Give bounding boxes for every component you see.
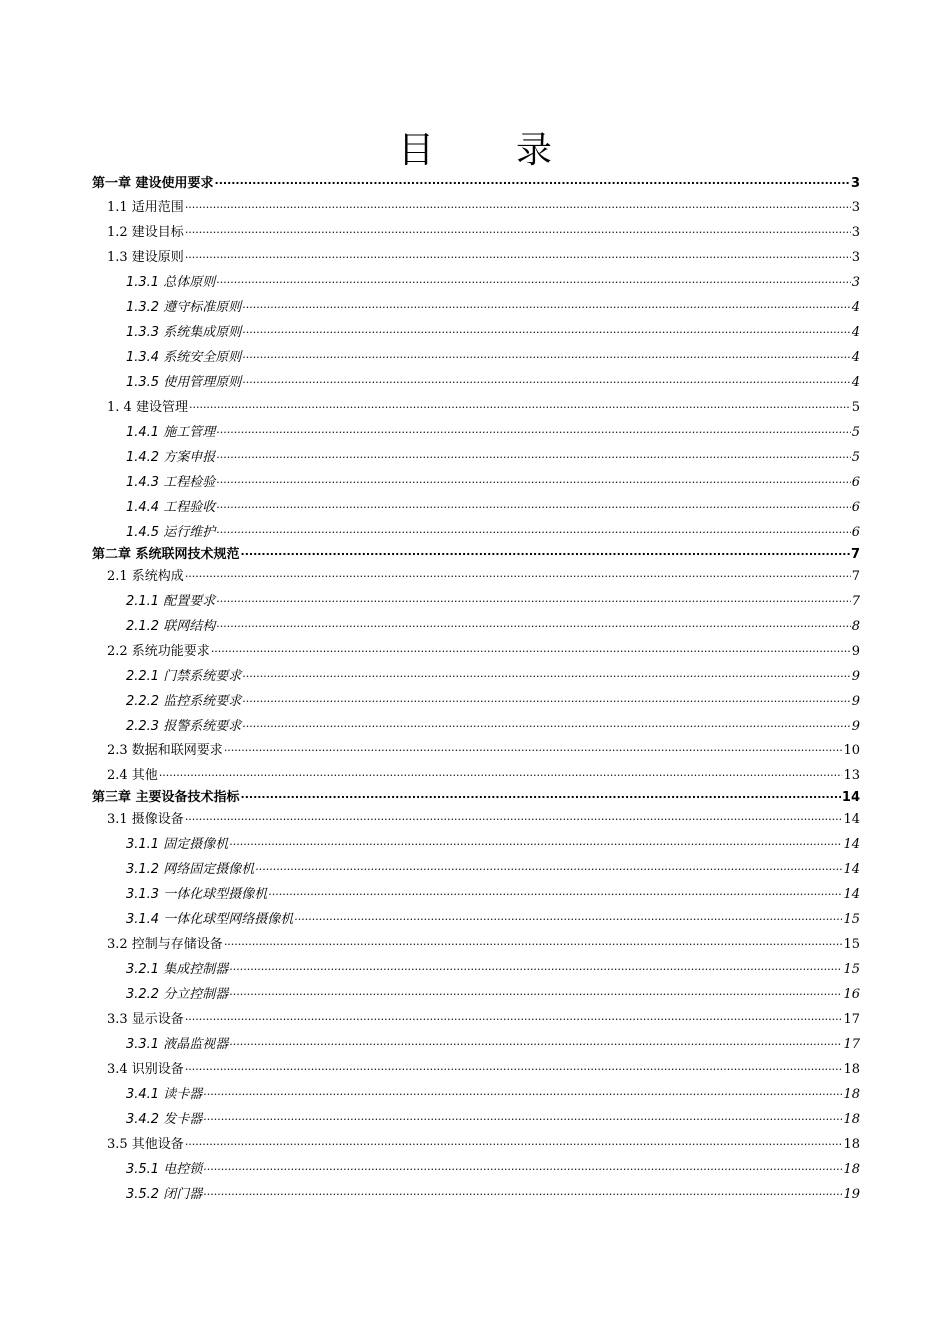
toc-entry[interactable]	[126, 590, 860, 612]
toc-entry[interactable]	[92, 172, 860, 194]
toc-entry-label	[126, 858, 254, 877]
toc-entry[interactable]	[126, 296, 860, 318]
toc-entry[interactable]	[126, 271, 860, 293]
dot-leader	[229, 960, 842, 973]
toc-entry-label	[126, 271, 215, 290]
toc-entry-page-number: 14	[843, 837, 860, 852]
toc-entry-page-number: 18	[843, 1112, 860, 1127]
toc-entry-text: 1.3 建设原则	[107, 250, 184, 265]
toc-entry[interactable]	[126, 615, 860, 637]
toc-entry-page-number: 8	[851, 619, 860, 634]
toc-entry-label	[126, 496, 215, 515]
toc-entry-page-number: 18	[843, 1062, 860, 1077]
toc-entry-number: 3.3.1	[126, 1037, 160, 1052]
toc-entry-number: 1.3.5	[126, 375, 160, 390]
toc-entry-text: 一体化球型摄像机	[163, 887, 268, 902]
dot-leader	[185, 223, 851, 236]
toc-entry[interactable]	[126, 496, 860, 518]
toc-entry-text: 1.2 建设目标	[107, 225, 184, 240]
toc-entry-label	[126, 665, 241, 684]
toc-entry-text: 使用管理原则	[163, 375, 242, 390]
dot-leader	[185, 810, 843, 823]
dot-leader	[216, 498, 850, 511]
toc-entry-text: 3.1 摄像设备	[107, 812, 184, 827]
toc-entry-page-number: 7	[851, 594, 860, 609]
toc-entry[interactable]	[126, 346, 860, 368]
toc-entry-label	[126, 590, 215, 609]
toc-entry[interactable]	[126, 446, 860, 468]
toc-entry-number: 1.4.5	[126, 525, 160, 540]
toc-entry[interactable]	[126, 690, 860, 712]
toc-entry-label	[107, 1008, 184, 1027]
toc-entry-text: 2.2 系统功能要求	[107, 644, 210, 659]
dot-leader	[216, 473, 850, 486]
dot-leader	[216, 523, 850, 536]
toc-entry-text: 2.3 数据和联网要求	[107, 743, 223, 758]
toc-entry-number: 3.2.2	[126, 987, 160, 1002]
toc-entry-page-number: 3	[851, 225, 860, 240]
toc-entry-label	[107, 1058, 184, 1077]
toc-entry-text: 监控系统要求	[163, 694, 242, 709]
toc-entry-label	[126, 371, 241, 390]
toc-entry[interactable]	[107, 933, 860, 955]
toc-entry[interactable]	[107, 808, 860, 830]
toc-entry[interactable]	[126, 958, 860, 980]
toc-entry-number: 2.1.2	[126, 619, 160, 634]
toc-entry-label	[92, 543, 240, 562]
dot-leader	[185, 198, 851, 211]
toc-entry[interactable]	[126, 421, 860, 443]
toc-entry-label	[107, 246, 184, 265]
toc-entry-page-number: 4	[851, 325, 860, 340]
toc-entry[interactable]	[126, 858, 860, 880]
toc-entry-label	[126, 1158, 202, 1177]
toc-entry-number: 2.2.3	[126, 719, 160, 734]
toc-entry-text: 闭门器	[163, 1187, 203, 1202]
toc-entry-text: 总体原则	[163, 275, 216, 290]
dot-leader	[203, 1085, 842, 1098]
dot-leader	[216, 592, 850, 605]
toc-entry-page-number: 9	[851, 644, 860, 659]
toc-entry-page-number: 4	[851, 375, 860, 390]
dot-leader	[216, 617, 850, 630]
toc-entry-label	[126, 321, 241, 340]
dot-leader	[224, 935, 843, 948]
dot-leader	[268, 885, 842, 898]
dot-leader	[185, 1010, 843, 1023]
toc-entry-label	[107, 396, 188, 415]
toc-entry-page-number: 13	[843, 768, 860, 783]
toc-entry-number: 1.3.2	[126, 300, 160, 315]
toc-entry-text: 系统集成原则	[163, 325, 242, 340]
dot-leader	[216, 448, 850, 461]
toc-entry[interactable]	[126, 371, 860, 393]
toc-entry-page-number: 6	[851, 475, 860, 490]
toc-entry[interactable]	[126, 1108, 860, 1130]
toc-entry-text: 一体化球型网络摄像机	[163, 912, 294, 927]
toc-entry-page-number: 14	[843, 887, 860, 902]
toc-entry[interactable]	[126, 471, 860, 493]
dot-leader	[224, 741, 843, 754]
toc-entry-page-number: 5	[851, 450, 860, 465]
toc-entry-text: 系统安全原则	[163, 350, 242, 365]
toc-entry-text: 门禁系统要求	[163, 669, 242, 684]
toc-entry-page-number: 3	[851, 275, 860, 290]
dot-leader	[159, 766, 843, 779]
toc-entry-label	[126, 690, 241, 709]
toc-entry-label	[107, 221, 184, 240]
toc-entry-text: 集成控制器	[163, 962, 229, 977]
toc-entry-number: 2.1.1	[126, 594, 160, 609]
toc-entry-text: 联网结构	[163, 619, 216, 634]
toc-entry-text: 施工管理	[163, 425, 216, 440]
toc-entry-label	[126, 421, 215, 440]
toc-entry-number: 1.3.3	[126, 325, 160, 340]
toc-entry-page-number: 5	[851, 425, 860, 440]
toc-entry-label	[126, 983, 228, 1002]
dot-leader	[185, 567, 851, 580]
toc-entry-page-number: 14	[841, 790, 860, 805]
toc-entry-page-number: 6	[851, 525, 860, 540]
toc-entry-page-number: 6	[851, 500, 860, 515]
toc-entry-page-number: 3	[851, 250, 860, 265]
toc-entry-page-number: 7	[850, 547, 860, 562]
toc-entry-text: 第二章 系统联网技术规范	[92, 547, 240, 562]
dot-leader	[203, 1185, 842, 1198]
toc-entry-page-number: 7	[851, 569, 860, 584]
toc-entry[interactable]	[126, 1033, 860, 1055]
toc-entry[interactable]	[107, 1133, 860, 1155]
toc-entry-text: 报警系统要求	[163, 719, 242, 734]
toc-entry-page-number: 10	[843, 743, 860, 758]
toc-entry-number: 3.1.4	[126, 912, 160, 927]
toc-entry-label	[92, 172, 214, 191]
toc-entry-label	[92, 786, 240, 805]
toc-entry-page-number: 18	[843, 1162, 860, 1177]
dot-leader	[242, 323, 850, 336]
toc-entry-text: 固定摄像机	[163, 837, 229, 852]
toc-entry-text: 2.1 系统构成	[107, 569, 184, 584]
toc-entry-label	[107, 764, 158, 783]
dot-leader	[241, 545, 850, 558]
toc-entry-page-number: 18	[843, 1087, 860, 1102]
toc-entry-number: 3.4.1	[126, 1087, 160, 1102]
toc-entry-page-number: 17	[843, 1012, 860, 1027]
toc-entry-text: 第三章 主要设备技术指标	[92, 790, 240, 805]
toc-entry-label	[107, 196, 184, 215]
toc-entry-page-number: 9	[851, 694, 860, 709]
toc-entry-label	[107, 1133, 184, 1152]
toc-entry-number: 3.1.1	[126, 837, 160, 852]
toc-entry-page-number: 19	[843, 1187, 860, 1202]
toc-entry-text: 1. 4 建设管理	[107, 400, 188, 415]
toc-entry-label	[107, 739, 223, 758]
toc-entry[interactable]	[107, 396, 860, 418]
toc-entry-label	[126, 446, 215, 465]
toc-entry[interactable]	[107, 221, 860, 243]
toc-entry-page-number: 5	[851, 400, 860, 415]
dot-leader	[229, 835, 842, 848]
toc-entry-label	[126, 1183, 202, 1202]
dot-leader	[242, 298, 850, 311]
toc-entry-page-number: 9	[851, 669, 860, 684]
toc-entry-number: 1.4.1	[126, 425, 160, 440]
toc-entry-page-number: 15	[843, 912, 860, 927]
toc-entry[interactable]	[126, 665, 860, 687]
toc-entry-text: 读卡器	[163, 1087, 203, 1102]
toc-entry-page-number: 16	[843, 987, 860, 1002]
toc-entry-label	[126, 908, 293, 927]
toc-entry-number: 1.3.1	[126, 275, 160, 290]
title-char-1: 目	[397, 130, 434, 171]
toc-entry-label	[126, 883, 267, 902]
toc-entry-page-number: 9	[851, 719, 860, 734]
dot-leader	[211, 642, 851, 655]
toc-entry-number: 3.4.2	[126, 1112, 160, 1127]
dot-leader	[189, 398, 851, 411]
toc-entry-label	[126, 1108, 202, 1127]
toc-entry[interactable]	[126, 908, 860, 930]
toc-entry-label	[107, 808, 184, 827]
toc-entry-number: 1.4.3	[126, 475, 160, 490]
toc-entry-text: 电控锁	[163, 1162, 203, 1177]
toc-entry-number: 3.5.1	[126, 1162, 160, 1177]
toc-entry-label	[126, 715, 241, 734]
toc-entry[interactable]	[126, 983, 860, 1005]
toc-entry[interactable]	[126, 833, 860, 855]
toc-entry[interactable]	[126, 321, 860, 343]
toc-entry-number: 3.1.2	[126, 862, 160, 877]
toc-entry[interactable]	[107, 1008, 860, 1030]
toc-entry[interactable]	[107, 764, 860, 786]
toc-entry[interactable]	[92, 543, 860, 565]
dot-leader	[185, 1135, 843, 1148]
toc-entry[interactable]	[92, 786, 860, 808]
toc-entry-text: 网络固定摄像机	[163, 862, 255, 877]
dot-leader	[203, 1160, 842, 1173]
toc-entry[interactable]	[126, 521, 860, 543]
dot-leader	[229, 1035, 842, 1048]
toc-entry[interactable]	[107, 739, 860, 761]
toc-entry-label	[107, 565, 184, 584]
toc-entry[interactable]	[126, 1158, 860, 1180]
toc-entry-label	[107, 933, 223, 952]
toc-entry-page-number: 3	[851, 200, 860, 215]
toc-entry-number: 1.4.2	[126, 450, 160, 465]
toc-entry-text: 发卡器	[163, 1112, 203, 1127]
toc-entry[interactable]	[107, 640, 860, 662]
page-title	[0, 128, 950, 174]
dot-leader	[255, 860, 842, 873]
toc-entry-label	[126, 346, 241, 365]
dot-leader	[241, 788, 841, 801]
toc-entry[interactable]	[107, 565, 860, 587]
dot-leader	[216, 273, 850, 286]
dot-leader	[185, 248, 851, 261]
title-char-2: 录	[516, 130, 553, 171]
dot-leader	[242, 348, 850, 361]
dot-leader	[242, 717, 850, 730]
dot-leader	[185, 1060, 843, 1073]
toc-entry-number: 2.2.2	[126, 694, 160, 709]
toc-entry-page-number: 17	[843, 1037, 860, 1052]
toc-entry-label	[126, 296, 241, 315]
dot-leader	[294, 910, 842, 923]
toc-entry-text: 分立控制器	[163, 987, 229, 1002]
toc-entry-number: 3.5.2	[126, 1187, 160, 1202]
toc-entry-text: 3.3 显示设备	[107, 1012, 184, 1027]
toc-entry[interactable]	[126, 1083, 860, 1105]
toc-entry-text: 1.1 适用范围	[107, 200, 184, 215]
toc-entry-page-number: 14	[843, 862, 860, 877]
toc-entry[interactable]	[107, 1058, 860, 1080]
toc-entry-text: 配置要求	[163, 594, 216, 609]
toc-entry-page-number: 4	[851, 350, 860, 365]
dot-leader	[216, 423, 850, 436]
dot-leader	[242, 692, 850, 705]
toc-entry[interactable]	[126, 715, 860, 737]
toc-entry-text: 液晶监视器	[163, 1037, 229, 1052]
toc-entry-text: 工程验收	[163, 500, 216, 515]
toc-entry-label	[126, 1033, 228, 1052]
dot-leader	[242, 373, 850, 386]
toc-entry-text: 工程检验	[163, 475, 216, 490]
dot-leader	[229, 985, 842, 998]
toc-entry-label	[126, 958, 228, 977]
toc-entry-page-number: 15	[843, 962, 860, 977]
toc-entry-number: 2.2.1	[126, 669, 160, 684]
toc-entry-page-number: 4	[851, 300, 860, 315]
toc-entry-label	[126, 521, 215, 540]
toc-entry[interactable]	[107, 196, 860, 218]
dot-leader	[242, 667, 850, 680]
toc-entry-label	[126, 833, 228, 852]
toc-entry-text: 遵守标准原则	[163, 300, 242, 315]
dot-leader	[215, 174, 850, 187]
toc-entry-text: 3.2 控制与存储设备	[107, 937, 223, 952]
toc-entry[interactable]	[126, 1183, 860, 1205]
toc-entry-page-number: 3	[850, 176, 860, 191]
toc-entry-text: 3.5 其他设备	[107, 1137, 184, 1152]
toc-entry-text: 运行维护	[163, 525, 216, 540]
toc-entry-text: 方案申报	[163, 450, 216, 465]
toc-entry[interactable]	[126, 883, 860, 905]
toc-entry-text: 第一章 建设使用要求	[92, 176, 214, 191]
toc-entry-label	[126, 615, 215, 634]
toc-entry-page-number: 14	[843, 812, 860, 827]
toc-entry-text: 3.4 识别设备	[107, 1062, 184, 1077]
toc-entry[interactable]	[107, 246, 860, 268]
toc-entry-page-number: 15	[843, 937, 860, 952]
toc-entry-number: 3.2.1	[126, 962, 160, 977]
toc-entry-number: 1.3.4	[126, 350, 160, 365]
dot-leader	[203, 1110, 842, 1123]
toc-entry-label	[126, 471, 215, 490]
toc-entry-text: 2.4 其他	[107, 768, 158, 783]
toc-entry-label	[107, 640, 210, 659]
toc-entry-label	[126, 1083, 202, 1102]
toc-entry-number: 3.1.3	[126, 887, 160, 902]
toc-entry-number: 1.4.4	[126, 500, 160, 515]
toc-entry-page-number: 18	[843, 1137, 860, 1152]
